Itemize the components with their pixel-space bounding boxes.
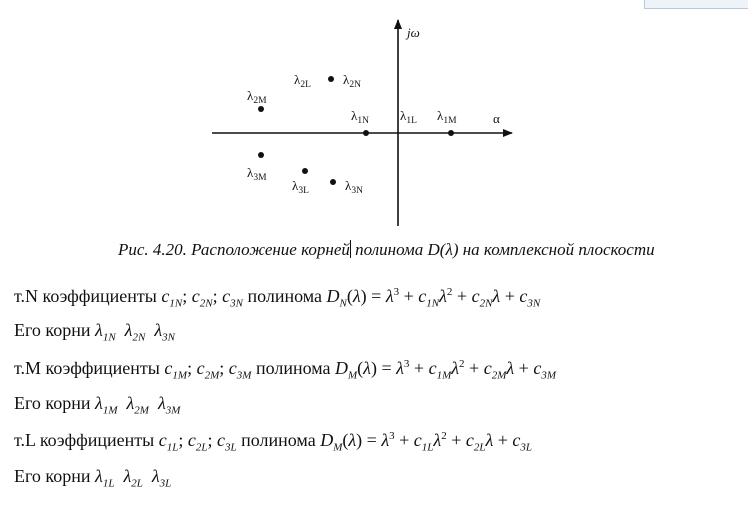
root-point-2M (258, 106, 264, 112)
root-label-2L: $\lambda_{2L}$ (294, 72, 311, 90)
root-point-3N (330, 179, 336, 185)
roots-list: $\lambda_{1N}$ $\lambda_{2N}$ $\lambda_{3N}$ (95, 320, 175, 344)
caption-prefix: Рис. 4.20. Расположение корней (118, 240, 350, 259)
caption-function: D(λ) (427, 240, 459, 259)
roots-list: $\lambda_{1M}$ $\lambda_{2M}$ $\lambda_{3M}$ (95, 393, 181, 417)
coef-label: т.L коэффициенты (14, 430, 155, 450)
root-label-2N: $\lambda_{2N}$ (343, 72, 361, 90)
coef-label: т.N коэффициенты (14, 286, 157, 306)
root-point-1M (448, 130, 454, 136)
poly-word: полинома (255, 358, 331, 378)
caption-suffix: на комплексной плоскости (458, 240, 655, 259)
polynomial-formula: $D_N(\lambda) = \lambda^3 + c_{1N}\lambda^2 + c_{2N}\lambda + c_{3N}$ (326, 286, 541, 310)
coef-line-L (14, 430, 532, 454)
coef-list: $c_{1L}$; $c_{2L}$; $c_{3L}$ (158, 430, 237, 454)
imag-axis-label: jω (407, 25, 420, 40)
coef-list: $c_{1N}$; $c_{2N}$; $c_{3N}$ (161, 286, 243, 310)
coef-label: т.М коэффициенты (14, 358, 160, 378)
polynomial-formula: $D_M(\lambda) = \lambda^3 + c_{1M}\lambda^2 + c_{2M}\lambda + c_{3M}$ (335, 358, 556, 382)
root-label-1N: $\lambda_{1N}$ (351, 108, 369, 126)
root-label-3M: $\lambda_{3M}$ (247, 165, 267, 183)
coef-line-N (14, 286, 540, 310)
roots-label: Его корни (14, 466, 91, 486)
root-label-3N: $\lambda_{3N}$ (345, 178, 363, 196)
roots-line-M (14, 393, 180, 417)
caption-middle: полинома (350, 240, 428, 259)
roots-label: Его корни (14, 320, 91, 340)
root-label-2M: $\lambda_{2M}$ (247, 88, 267, 106)
root-point-2N (328, 76, 334, 82)
coef-line-M (14, 358, 556, 382)
root-point-3L (302, 168, 308, 174)
roots-line-N (14, 320, 175, 344)
root-points (258, 76, 454, 185)
roots-line-L (14, 466, 171, 490)
complex-plane-figure (0, 0, 748, 240)
poly-word: полинома (241, 430, 316, 450)
poly-word: полинома (247, 286, 323, 306)
figure-caption (118, 240, 655, 260)
root-label-1L: $\lambda_{1L}$ (400, 108, 417, 126)
roots-label: Его корни (14, 393, 91, 413)
real-axis-label: α (493, 111, 500, 126)
polynomial-formula: $D_M(\lambda) = \lambda^3 + c_{1L}\lambda^2 + c_{2L}\lambda + c_{3L}$ (320, 430, 533, 454)
coef-list: $c_{1M}$; $c_{2M}$; $c_{3M}$ (164, 358, 252, 382)
root-label-3L: $\lambda_{3L}$ (292, 178, 309, 196)
roots-list: $\lambda_{1L}$ $\lambda_{2L}$ $\lambda_{3L}$ (95, 466, 172, 490)
root-point-1N (363, 130, 369, 136)
root-point-3M (258, 152, 264, 158)
root-label-1M: $\lambda_{1M}$ (437, 108, 457, 126)
